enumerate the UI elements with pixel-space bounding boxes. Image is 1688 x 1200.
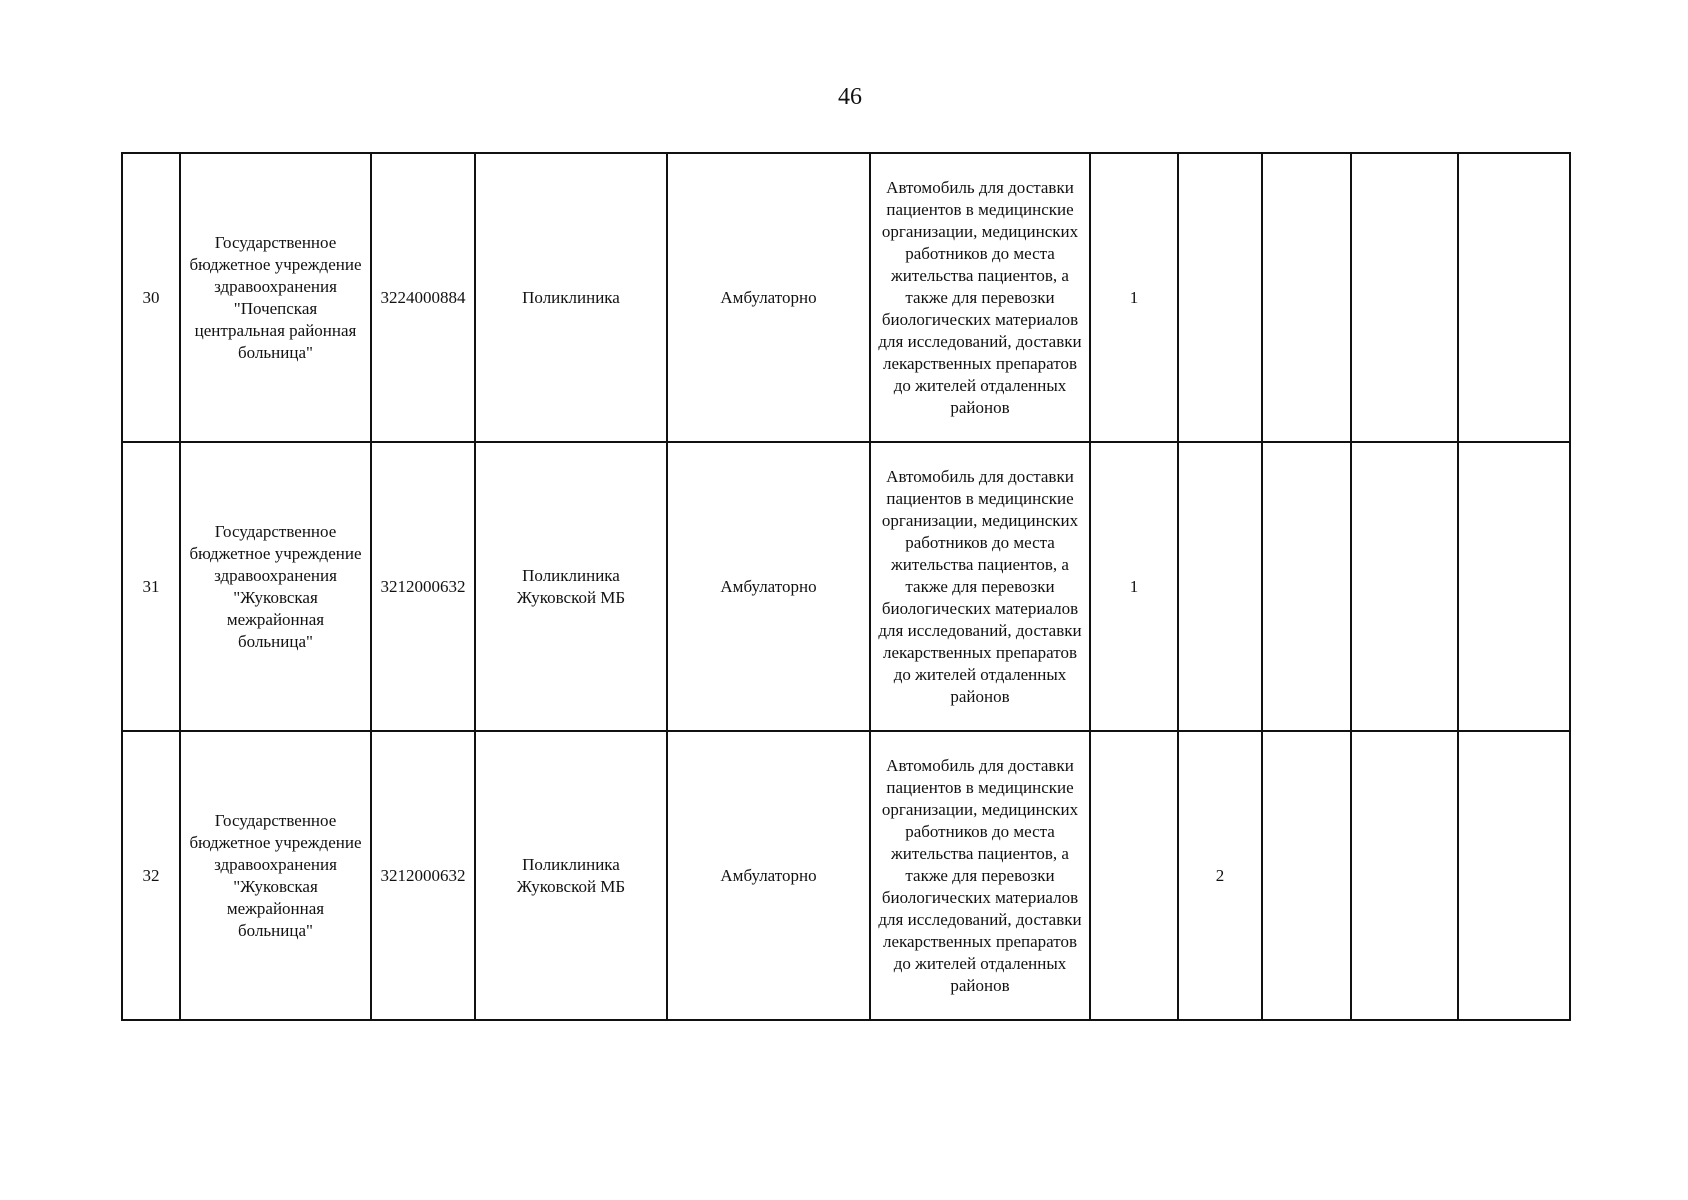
table-row [122,442,1570,731]
organization-name: Государственное бюджетное учреждение здравоохранения "Почепская центральная районная больница" [180,153,371,442]
organization-name: Государственное бюджетное учреждение здравоохранения "Жуковская межрайонная больница" [180,731,371,1020]
inn-code: 3212000632 [371,731,475,1020]
inn-code: 3212000632 [371,442,475,731]
count-cell [1351,153,1458,442]
count-cell [1262,153,1351,442]
count-cell [1178,153,1262,442]
unit-name: Поликлиника Жуковской МБ [475,442,667,731]
organization-name: Государственное бюджетное учреждение здравоохранения "Жуковская межрайонная больница" [180,442,371,731]
count-cell [1351,731,1458,1020]
count-cell [1458,442,1570,731]
count-cell [1458,731,1570,1020]
count-cell [1262,442,1351,731]
care-type: Амбулаторно [667,731,870,1020]
page-number: 46 [838,84,862,110]
count-cell [1262,731,1351,1020]
vehicle-purpose: Автомобиль для доставки пациентов в медицинские организации, медицинских работников до места жительства пациентов, а также для перевозки биологических материалов для исследований, доставки лекарственных препаратов до жителей отдаленных районов [870,731,1090,1020]
count-cell: 2 [1178,731,1262,1020]
vehicle-allocation-table [121,152,1571,1021]
table-row [122,153,1570,442]
count-cell [1458,153,1570,442]
vehicle-purpose: Автомобиль для доставки пациентов в медицинские организации, медицинских работников до места жительства пациентов, а также для перевозки биологических материалов для исследований, доставки лекарственных препаратов до жителей отдаленных районов [870,442,1090,731]
count-cell: 1 [1090,153,1178,442]
count-cell [1178,442,1262,731]
vehicle-purpose: Автомобиль для доставки пациентов в медицинские организации, медицинских работников до места жительства пациентов, а также для перевозки биологических материалов для исследований, доставки лекарственных препаратов до жителей отдаленных районов [870,153,1090,442]
unit-name: Поликлиника [475,153,667,442]
unit-name: Поликлиника Жуковской МБ [475,731,667,1020]
row-number: 31 [122,442,180,731]
row-number: 30 [122,153,180,442]
count-cell: 1 [1090,442,1178,731]
count-cell [1351,442,1458,731]
table-row [122,731,1570,1020]
count-cell [1090,731,1178,1020]
row-number: 32 [122,731,180,1020]
inn-code: 3224000884 [371,153,475,442]
care-type: Амбулаторно [667,442,870,731]
care-type: Амбулаторно [667,153,870,442]
